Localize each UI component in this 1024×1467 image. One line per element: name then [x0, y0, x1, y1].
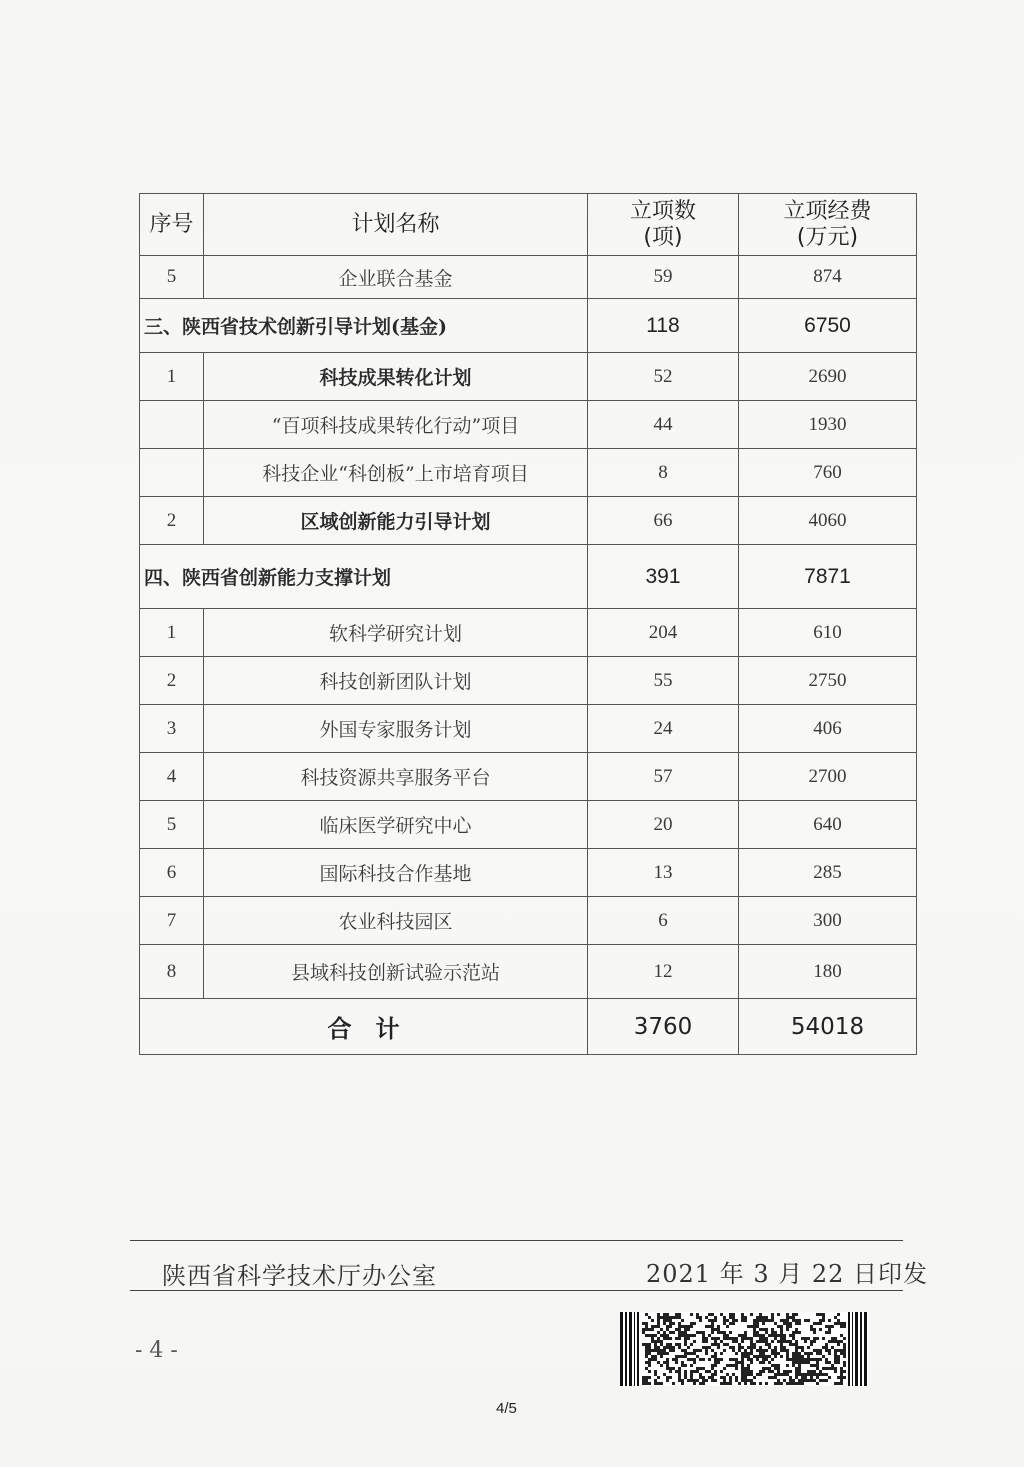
row-seq: 5 — [140, 256, 204, 299]
row-project-fund: 4060 — [739, 497, 917, 545]
row-seq: 4 — [140, 753, 204, 801]
row-project-count: 66 — [588, 497, 739, 545]
row-plan-name: 县域科技创新试验示范站 — [204, 945, 588, 999]
table-row — [140, 705, 917, 753]
row-project-fund: 2750 — [739, 657, 917, 705]
row-seq: 8 — [140, 945, 204, 999]
row-project-count: 391 — [588, 545, 739, 609]
table-row — [140, 353, 917, 401]
row-project-count: 52 — [588, 353, 739, 401]
table-row — [140, 897, 917, 945]
row-project-fund: 406 — [739, 705, 917, 753]
row-plan-name: 区域创新能力引导计划 — [204, 497, 588, 545]
header-fund-line1: 立项经费 — [783, 198, 872, 224]
row-seq: 2 — [140, 497, 204, 545]
row-plan-name: 临床医学研究中心 — [204, 801, 588, 849]
total-row — [140, 999, 917, 1055]
header-count-line2: (项) — [643, 224, 683, 250]
row-project-count: 44 — [588, 401, 739, 449]
section-title: 四、陕西省创新能力支撑计划 — [140, 545, 588, 609]
table-row — [140, 449, 917, 497]
header-count-line1: 立项数 — [629, 198, 696, 224]
row-plan-name: 科技成果转化计划 — [204, 353, 588, 401]
row-project-count: 55 — [588, 657, 739, 705]
section-title: 三、陕西省技术创新引导计划(基金) — [140, 299, 588, 353]
row-seq: 6 — [140, 849, 204, 897]
row-project-count: 6 — [588, 897, 739, 945]
row-project-count: 13 — [588, 849, 739, 897]
row-project-count: 8 — [588, 449, 739, 497]
total-fund: 54018 — [739, 999, 917, 1055]
row-project-fund: 1930 — [739, 401, 917, 449]
row-seq: 5 — [140, 801, 204, 849]
row-project-count: 57 — [588, 753, 739, 801]
plan-table — [139, 193, 917, 1055]
row-seq: 1 — [140, 609, 204, 657]
row-project-fund: 2700 — [739, 753, 917, 801]
row-project-count: 24 — [588, 705, 739, 753]
barcode-image — [620, 1312, 868, 1386]
row-project-fund: 285 — [739, 849, 917, 897]
row-seq: 1 — [140, 353, 204, 401]
section-row — [140, 299, 917, 353]
row-project-fund: 7871 — [739, 545, 917, 609]
row-project-fund: 180 — [739, 945, 917, 999]
row-seq — [140, 401, 204, 449]
row-plan-name: 科技企业“科创板”上市培育项目 — [204, 449, 588, 497]
pdf-page-indicator: 4/5 — [496, 1400, 517, 1417]
row-seq: 7 — [140, 897, 204, 945]
row-project-fund: 874 — [739, 256, 917, 299]
row-project-fund: 760 — [739, 449, 917, 497]
table-row — [140, 401, 917, 449]
row-project-count: 20 — [588, 801, 739, 849]
footer-bottom-rule — [130, 1290, 903, 1291]
table-row — [140, 945, 917, 999]
row-project-count: 204 — [588, 609, 739, 657]
table-row — [140, 849, 917, 897]
table-row — [140, 657, 917, 705]
row-project-fund: 2690 — [739, 353, 917, 401]
header-count — [588, 194, 739, 256]
row-plan-name: 软科学研究计划 — [204, 609, 588, 657]
row-project-fund: 640 — [739, 801, 917, 849]
table-row — [140, 497, 917, 545]
table-row — [140, 801, 917, 849]
row-plan-name: 科技资源共享服务平台 — [204, 753, 588, 801]
row-project-fund: 300 — [739, 897, 917, 945]
row-plan-name: 企业联合基金 — [204, 256, 588, 299]
table-row — [140, 609, 917, 657]
row-plan-name: 科技创新团队计划 — [204, 657, 588, 705]
header-fund — [739, 194, 917, 256]
row-plan-name: 农业科技园区 — [204, 897, 588, 945]
header-seq: 序号 — [140, 194, 204, 256]
row-seq: 2 — [140, 657, 204, 705]
header-fund-line2: (万元) — [796, 224, 859, 250]
table-row — [140, 753, 917, 801]
total-label: 合 计 — [140, 999, 588, 1055]
section-row — [140, 545, 917, 609]
row-plan-name: 外国专家服务计划 — [204, 705, 588, 753]
row-plan-name: 国际科技合作基地 — [204, 849, 588, 897]
row-project-fund: 6750 — [739, 299, 917, 353]
row-seq: 3 — [140, 705, 204, 753]
header-name: 计划名称 — [204, 194, 588, 256]
row-plan-name: “百项科技成果转化行动”项目 — [204, 401, 588, 449]
table-row — [140, 256, 917, 299]
page-number: - 4 - — [135, 1338, 178, 1363]
row-project-count: 12 — [588, 945, 739, 999]
footer-top-rule — [130, 1240, 903, 1241]
table-header-row — [140, 194, 917, 256]
row-seq — [140, 449, 204, 497]
row-project-fund: 610 — [739, 609, 917, 657]
total-count: 3760 — [588, 999, 739, 1055]
row-project-count: 59 — [588, 256, 739, 299]
footer-office: 陕西省科学技术厅办公室 — [162, 1262, 437, 1290]
footer-print-date: 2021 年 3 月 22 日印发 — [646, 1260, 929, 1288]
row-project-count: 118 — [588, 299, 739, 353]
